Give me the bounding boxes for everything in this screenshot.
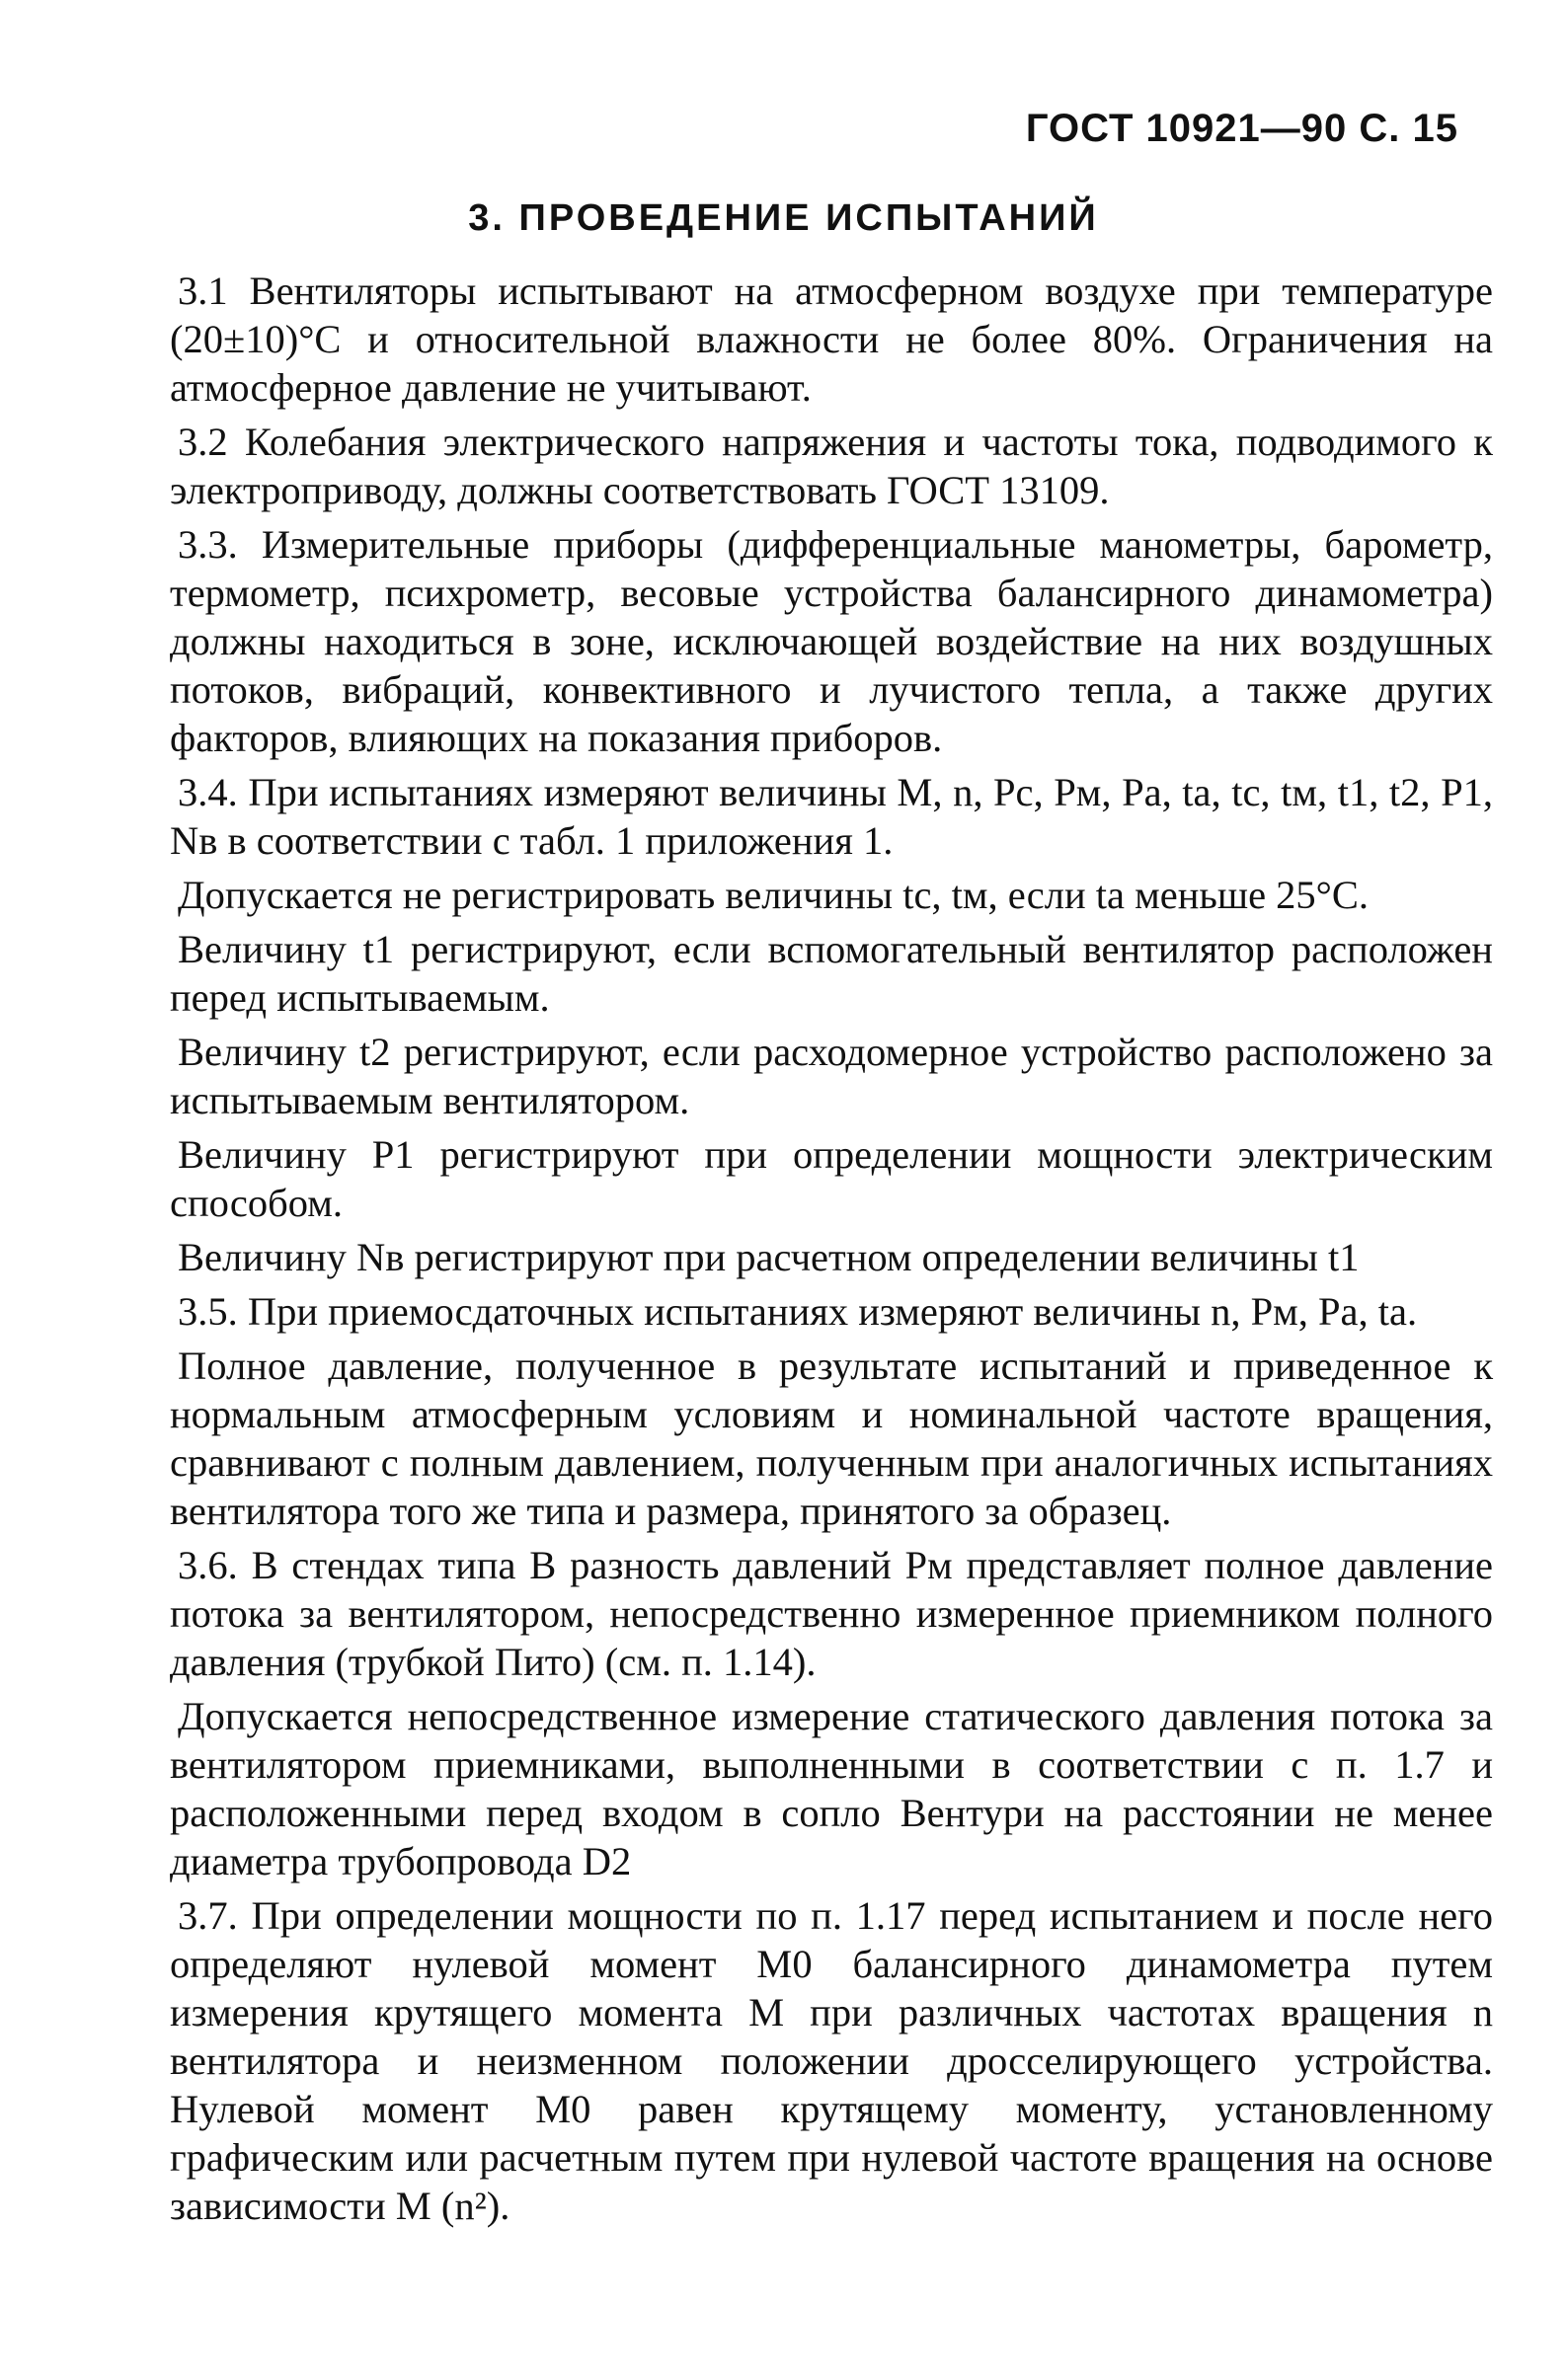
- paragraph-3-6: 3.6. В стендах типа В разность давлений Pм представляет полное давление потока за вентилятором, непосредственно измеренное приемником полного давления (трубкой Пито) (см. п. 1.14).: [170, 1543, 1493, 1684]
- paragraph-3-5-note: Полное давление, полученное в результате испытаний и приведенное к нормальным атмосферным условиям и номинальной частоте вращения, сравнивают с полным давлением, полученным при аналогичных испытаниях вентилятора того же типа и размера, принятого за образец.: [170, 1344, 1493, 1533]
- paragraph-3-2: 3.2 Колебания электрического напряжения и частоты тока, подводимого к электроприводу, должны соответствовать ГОСТ 13109.: [170, 420, 1493, 512]
- paragraph-3-5: 3.5. При приемосдаточных испытаниях измеряют величины n, Pм, Pа, tа.: [178, 1289, 1418, 1334]
- section-title: 3. ПРОВЕДЕНИЕ ИСПЫТАНИЙ: [468, 197, 1099, 239]
- paragraph-3-4-note-4: Величину P1 регистрируют при определении мощности электрическим способом.: [170, 1132, 1493, 1225]
- document-body: [170, 267, 1493, 2230]
- paragraph-3-6-note: Допускается непосредственное измерение статического давления потока за вентилятором приемниками, выполненными в соответствии с п. 1.7 и расположенными перед входом в сопло Вентури на расстоянии не менее диаметра трубопровода D2: [170, 1694, 1493, 1883]
- paragraph-3-7: 3.7. При определении мощности по п. 1.17 перед испытанием и после него определяют нулевой момент M0 балансирного динамометра путем измерения крутящего момента M при различных частотах вращения n вентилятора и неизменном положении дросселирующего устройства. Нулевой момент M0 равен крутящему моменту, установленному графическим или расчетным путем при нулевой частоте вращения на основе зависимости M (n²).: [170, 1893, 1493, 2228]
- paragraph-3-4-note-2: Величину t1 регистрируют, если вспомогательный вентилятор расположен перед испытываемым.: [170, 927, 1493, 1020]
- paragraph-3-4-note-5: Величину Nв регистрируют при расчетном определении величины t1: [178, 1235, 1360, 1279]
- paragraph-3-4: 3.4. При испытаниях измеряют величины M, n, Pс, Pм, Pа, tа, tс, tм, t1, t2, P1, Nв в соответствии с табл. 1 приложения 1.: [170, 770, 1493, 863]
- paragraph-3-3: 3.3. Измерительные приборы (дифференциальные манометры, барометр, термометр, психрометр, весовые устройства балансирного динамометра) должны находиться в зоне, исключающей воздействие на них воздушных потоков, вибраций, конвективного и лучистого тепла, а также других факторов, влияющих на показания приборов.: [170, 522, 1493, 760]
- paragraph-3-4-note-3: Величину t2 регистрируют, если расходомерное устройство расположено за испытываемым вентилятором.: [170, 1030, 1493, 1122]
- paragraph-3-4-note-1: Допускается не регистрировать величины tс, tм, если tа меньше 25°С.: [178, 873, 1370, 917]
- page-header: ГОСТ 10921—90 С. 15: [1025, 107, 1458, 150]
- paragraph-3-1: 3.1 Вентиляторы испытывают на атмосферном воздухе при температуре (20±10)°С и относительной влажности не более 80%. Ограничения на атмосферное давление не учитывают.: [170, 269, 1493, 410]
